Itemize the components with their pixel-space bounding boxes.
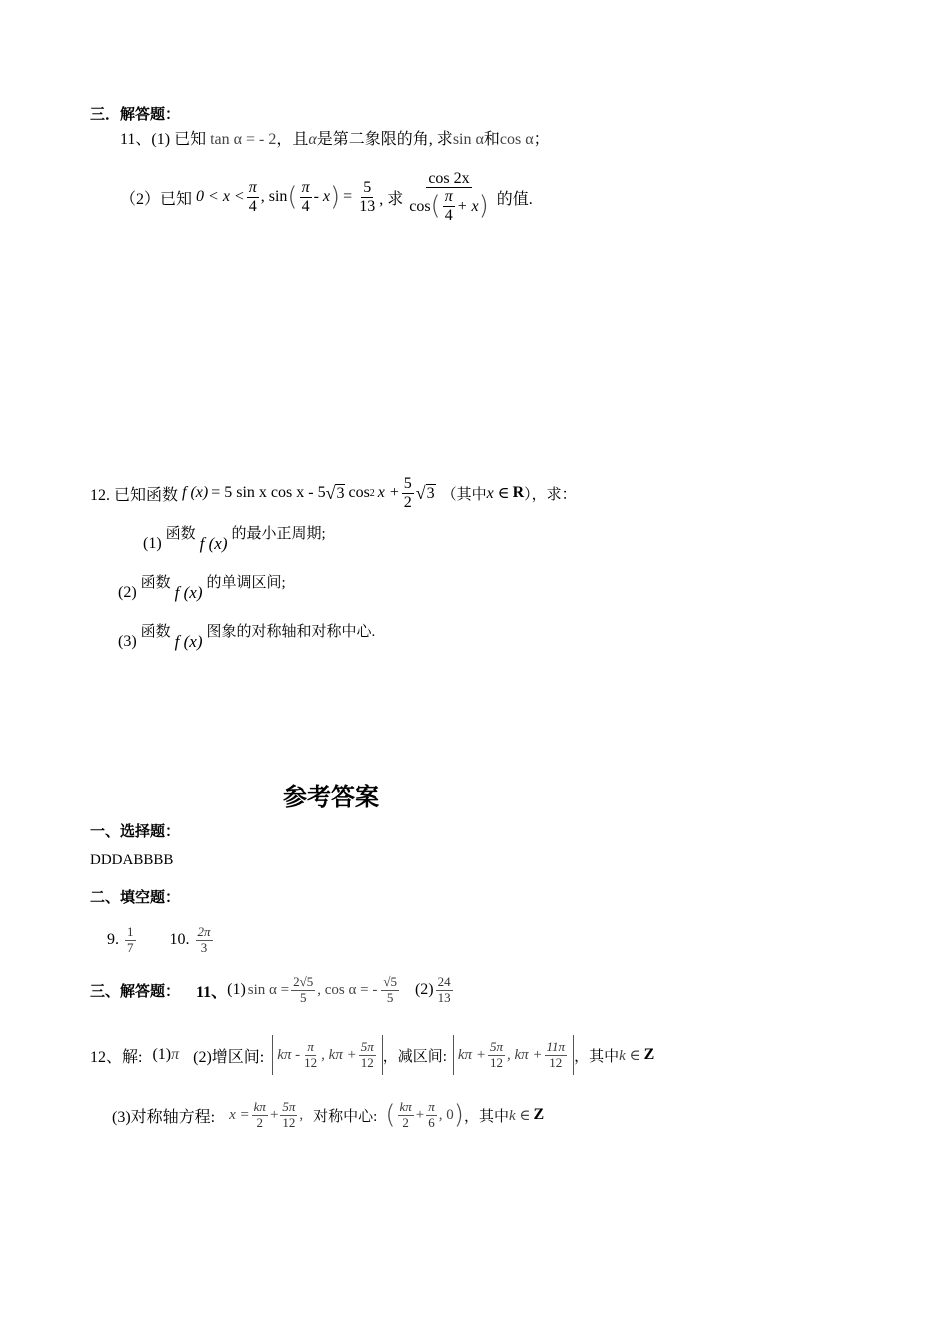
numerator: √5 <box>383 974 397 990</box>
Z-symbol: Z <box>643 1046 655 1063</box>
kpi: kπ + <box>457 1047 486 1063</box>
comma: , <box>299 1106 304 1123</box>
denominator <box>407 188 491 224</box>
denominator: 4 <box>248 197 257 215</box>
qizhong: ，其中 <box>463 1108 509 1125</box>
a12-p3: (3)对称轴方程: <box>112 1108 216 1126</box>
answer12-line2: (3)对称轴方程: x = $\frac{k\pi}{2}$ + $\frac{5\pi}{12}$ , 对称中心: ( $\frac{k\pi}{2}$ + $\frac{\pi}{6}$ , 0 ) ，其中 k ∈ Z <box>112 1099 545 1130</box>
pi: π <box>171 1046 180 1063</box>
numerator: π <box>444 188 453 206</box>
denominator: 3 <box>200 939 208 955</box>
denominator: 12 <box>282 1114 296 1130</box>
fraction <box>302 1040 319 1070</box>
k-in: k ∈ <box>508 1107 531 1124</box>
a12-label: 12、解: <box>90 1048 143 1066</box>
numerator: 5 <box>403 474 412 492</box>
superscript: 2 <box>369 487 375 499</box>
x-eq: x = <box>229 1106 250 1123</box>
kpi: kπ - <box>277 1047 301 1063</box>
numerator: cos 2x <box>428 169 470 187</box>
numerator: kπ <box>399 1099 412 1115</box>
fraction <box>291 975 315 1005</box>
tail-text: （其中 <box>441 486 487 503</box>
numerator: 2√5 <box>293 974 314 990</box>
x-in: x ∈ <box>486 485 510 502</box>
section-title: 三．解答题： <box>90 107 181 123</box>
a12-p1: (1) <box>152 1046 172 1063</box>
minus-x: - x <box>313 188 331 205</box>
paren: ) <box>330 182 341 212</box>
tan-expr: tan α = - 2 <box>210 131 277 148</box>
numerator: 5π <box>360 1039 374 1055</box>
numerator: 5π <box>282 1099 296 1115</box>
denominator: 12 <box>549 1054 563 1070</box>
denominator: 2 <box>256 1114 264 1130</box>
paren: ) <box>453 1100 464 1130</box>
qizhong: ，其中 <box>574 1048 620 1065</box>
answers-sec3: 三、解答题： <box>90 983 181 1000</box>
q12-sub1 <box>143 522 326 553</box>
fraction <box>426 1100 437 1130</box>
plus-x: + x <box>456 197 479 215</box>
denominator: 12 <box>360 1054 374 1070</box>
fx: f (x) <box>182 484 209 501</box>
numerator: π <box>248 178 257 196</box>
fraction <box>300 179 312 215</box>
fraction <box>125 925 136 955</box>
a12-p2: (2)增区间: <box>193 1048 265 1066</box>
sqrt3: 3 <box>336 484 345 502</box>
denominator: 12 <box>304 1054 318 1070</box>
sqrt3: 3 <box>426 484 435 502</box>
ineq: 0 < x < <box>196 188 245 205</box>
fx: f (x) <box>199 534 228 553</box>
fraction <box>443 188 455 224</box>
denominator: 5 <box>299 989 307 1005</box>
answers-title: 参考答案 <box>283 785 379 811</box>
hanshu: 函数 <box>140 624 171 640</box>
fraction <box>488 1040 505 1070</box>
numerator: 2π <box>197 924 211 940</box>
fill10-label: 10. <box>169 931 190 948</box>
sub-label: (1) <box>143 535 162 552</box>
big-fraction <box>407 170 491 225</box>
denominator: 2 <box>403 493 412 511</box>
numerator: 1 <box>127 924 134 940</box>
cos-text: cos <box>409 197 431 215</box>
center-label: 对称中心: <box>313 1108 378 1125</box>
zero: , 0 <box>438 1106 454 1123</box>
qiu-text: , 求 <box>379 190 404 208</box>
sin-alpha: sin α <box>452 131 484 148</box>
k-in: k ∈ <box>619 1047 641 1064</box>
denominator: 13 <box>437 989 451 1005</box>
fx: f (x) <box>174 583 203 602</box>
fill9-label: 9. <box>107 931 119 948</box>
paren: ( <box>385 1100 396 1130</box>
x-plus: x + <box>377 484 400 501</box>
q11-label: 11、(1) <box>120 131 171 148</box>
sin-expr: sin α = <box>247 981 290 998</box>
paren: ( <box>430 191 441 221</box>
denominator: 4 <box>301 197 310 215</box>
sub-text: 图象的对称轴和对称中心. <box>206 624 376 640</box>
hanshu: 函数 <box>165 526 196 542</box>
increase-interval <box>272 1035 382 1075</box>
denominator: 12 <box>489 1054 503 1070</box>
q11-part2 <box>120 162 533 232</box>
numerator: π <box>301 178 310 196</box>
tail-text: ），求： <box>524 486 577 503</box>
kpi: , kπ + <box>506 1047 543 1063</box>
Z-symbol: Z <box>533 1106 545 1123</box>
paren: ( <box>287 182 298 212</box>
fraction <box>247 179 259 215</box>
fraction <box>398 1100 414 1130</box>
sub-label: (2) <box>118 584 137 601</box>
denominator: 2 <box>402 1114 409 1130</box>
cos-expr: , cos α = - <box>317 981 378 998</box>
denominator: 7 <box>127 939 134 955</box>
q11-text: ，且 <box>276 131 309 148</box>
a11-p2: (2) <box>414 981 434 998</box>
numerator: kπ <box>253 1099 266 1115</box>
fraction <box>252 1100 268 1130</box>
fraction <box>196 925 213 955</box>
answer12-line1 <box>90 1032 654 1078</box>
sub-text: 的最小正周期; <box>231 526 326 542</box>
hanshu: 函数 <box>140 575 171 591</box>
denominator: 4 <box>444 206 453 224</box>
q12-sub3 <box>118 620 376 651</box>
fraction <box>280 1100 297 1130</box>
answers-sec2: 二、填空题： <box>90 890 181 906</box>
expr: = 5 sin x cos x - 5 <box>211 484 326 501</box>
numerator: π <box>307 1039 314 1055</box>
sub-label: (3) <box>118 633 137 650</box>
q12-label: 12. 已知函数 <box>90 486 179 504</box>
choices: DDDABBBB <box>90 852 174 868</box>
q11-part2-label: （2）已知 <box>120 190 193 208</box>
q11-part1 <box>120 126 550 149</box>
fraction <box>357 179 377 215</box>
answer11 <box>90 968 455 1012</box>
fraction <box>402 475 414 511</box>
numerator: 5 <box>363 178 372 196</box>
decrease-label: ，减区间: <box>382 1048 447 1065</box>
q11-text: 已知 <box>174 131 207 148</box>
numerator: 24 <box>437 974 451 990</box>
fraction <box>436 975 453 1005</box>
a11-label: 11、 <box>196 983 228 1001</box>
sin-text: , sin <box>260 188 288 205</box>
q11-text: 和 <box>483 131 500 148</box>
q12-stem: 12. 已知函数 f (x) = 5 sin x cos x - 5 √ 3 cos 2 x + $\frac{5}{2}$ √ 3 （其中 x ∈ R ），求： <box>90 474 577 511</box>
decrease-interval <box>453 1035 574 1075</box>
R-symbol: R <box>512 484 525 501</box>
sub-text: 的单调区间; <box>206 575 286 591</box>
equals: = <box>343 188 353 205</box>
cos-alpha: cos α <box>499 131 534 148</box>
end-text: 的值. <box>496 190 533 208</box>
fx: f (x) <box>174 632 203 651</box>
q11-text: ； <box>533 131 550 148</box>
numerator: 5π <box>489 1039 503 1055</box>
fraction <box>359 1040 376 1070</box>
a11-p1: (1) <box>227 981 246 998</box>
fill-answers <box>107 920 215 960</box>
alpha-symbol: α <box>308 131 317 148</box>
denominator: 13 <box>359 197 376 215</box>
paren: ) <box>478 191 489 221</box>
fraction <box>381 975 399 1005</box>
denominator: 5 <box>386 989 394 1005</box>
q11-text: 是第二象限的角, 求 <box>316 131 453 148</box>
denominator: 6 <box>428 1114 435 1130</box>
q12-sub2 <box>118 571 286 602</box>
answers-sec1: 一、选择题： <box>90 824 181 840</box>
numerator: π <box>428 1099 435 1115</box>
fraction <box>545 1040 568 1070</box>
numerator: 11π <box>546 1039 566 1055</box>
cos-text: cos <box>348 484 370 501</box>
kpi: , kπ + <box>321 1047 357 1063</box>
